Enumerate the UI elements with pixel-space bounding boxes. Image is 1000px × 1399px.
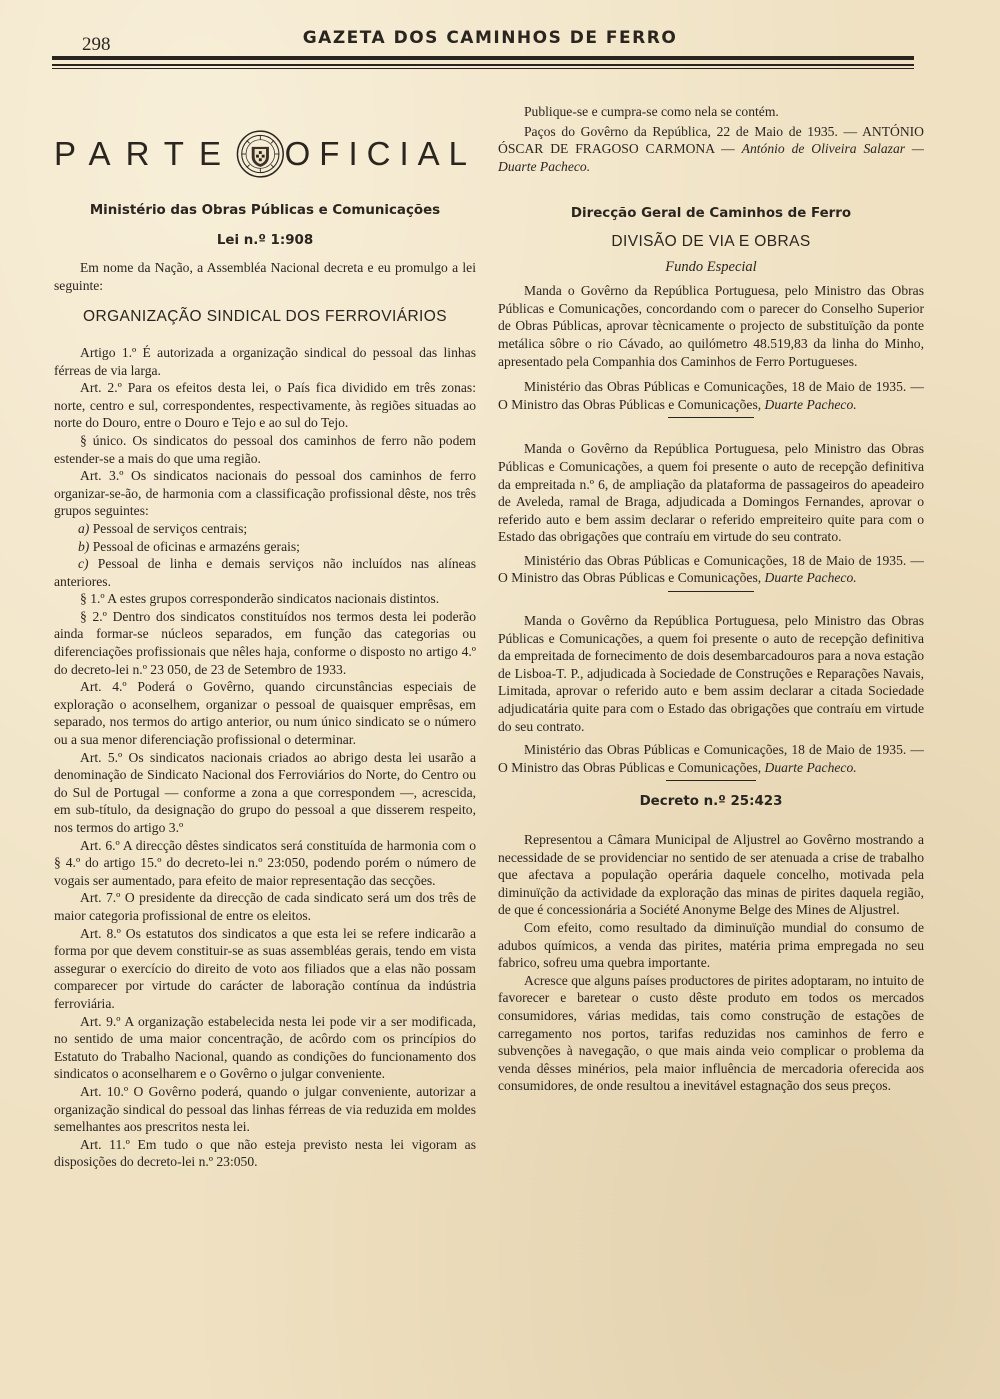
portuguese-coat-of-arms-icon	[236, 120, 285, 188]
law-title: Lei n.º 1:908	[216, 232, 314, 248]
article-paragraph: Art. 11.º Em tudo o que não esteja previsto nesta lei vigoram as disposições do decreto-lei n.º 23:050.	[54, 1136, 476, 1170]
article-paragraph: Art. 6.º A direcção dêstes sindicatos será constituída de harmonia com o § 4.º do artigo 15.º do decreto-lei n.º 23:050, podendo porém o número de vogais ser aumentado, para efeito de maior representação das secções.	[54, 837, 476, 888]
right-column	[498, 103, 924, 1095]
decree-title: Decreto n.º 25:423	[639, 794, 783, 810]
article-paragraph: Art. 8.º Os estatutos dos sindicatos a que esta lei se refere indicarão a forma por que devem constituir-se as suas assembléas gerais, tendo em vista assegurar o exercício do direito de voto aos filiados que a elas não possam comparecer por virtude do carácter de laboração contínua da indústria ferroviária.	[54, 925, 476, 1011]
article-paragraph: Artigo 1.º É autorizada a organização sindical do pessoal das linhas férreas de via larga.	[54, 344, 476, 378]
page-number: 298	[82, 34, 111, 55]
article-paragraph: Art. 10.º O Govêrno poderá, quando o julgar conveniente, autorizar a organização sindical do pessoal das linhas férreas de via reduzida em moldes semelhantes aos prescritos nesta lei.	[54, 1083, 476, 1135]
ministry-signature: Ministério das Obras Públicas e Comunicações, 18 de Maio de 1935. — O Ministro das Obras Públicas e Comunicações, Duarte Pacheco.	[498, 552, 924, 586]
header-rule-mid	[52, 64, 914, 66]
list-item: a) Pessoal de serviços centrais;	[78, 520, 248, 536]
article-paragraph: Art. 4.º Poderá o Govêrno, quando circunstâncias especiais de exploração o aconselhem, organizar o pessoal de quaisquer emprêsas, em separado, nos termos do artigo anterior, ou num único sindicato se o número ou a sua menor diferenciação profissional o determinar.	[54, 679, 476, 748]
order-paragraph: Manda o Govêrno da República Portuguesa, pelo Ministro das Obras Públicas e Comunicações, concordando com o parecer do Conselho Superior de Obras Públicas, aprovar tècnicamente o projecto de substituïção da ponte metálica sôbre o rio Cávado, ao quilómetro 48.519,83 da linha do Minho, apresentado pela Companhia dos Caminhos de Ferro Portugueses.	[498, 283, 924, 369]
parte-oficial-heading	[54, 118, 476, 190]
decree-paragraph: Acresce que alguns países productores de pirites adoptaram, no intuito de favorecer e baretear o custo dêste produto em todos os mercados consumidores, várias medidas, tais como construção de estações de carregamento nos portos, tarifas reduzidas nos caminhos de ferro e subvenções à navegação, o que mais ainda veio complicar o problema da venda dêsses minérios, pela maior influência de mercadoria oferecida aos consumidores, de onde resultou a inevitável estagnação dos seus preços.	[498, 972, 924, 1094]
ministry-signature: Ministério das Obras Públicas e Comunicações, 18 de Maio de 1935. — O Ministro das Obras Públicas e Comunicações, Duarte Pacheco.	[498, 379, 924, 412]
ministry-heading: Ministério das Obras Públicas e Comunicações	[89, 203, 441, 218]
list-item: c) Pessoal de linha e demais serviços não incluídos nas alíneas anteriores.	[54, 556, 476, 589]
article-paragraph: Art. 9.º A organização estabelecida nesta lei pode vir a ser modificada, no sentido de uma maior concentração, de acôrdo com os princípios do Estatuto do Trabalho Nacional, quando as condições do funcionamento dos sindicatos o aconselharem e o Govêrno o julgar conveniente.	[54, 1013, 476, 1082]
article-paragraph: Art. 5.º Os sindicatos nacionais criados ao abrigo desta lei usarão a denominação de Sindicato Nacional dos Ferroviários do Norte, do Centro ou do Sul de Portugal — conforme a zona a que correspondem —, acrescida, em sub-título, da designação do grupo do pessoal a que disserem respeito, nos termos do artigo 3.º	[54, 749, 476, 835]
article-paragraph: § 2.º Dentro dos sindicatos constituídos nos termos desta lei poderão ainda formar-se núcleos separados, em função das categorias ou diferenciações profissionais que nêles haja, conforme o disposto no artigo 4.º do decreto-lei n.º 23 050, de 23 de Setembro de 1933.	[54, 608, 476, 677]
left-column	[54, 104, 476, 1171]
law-intro: Em nome da Nação, a Assembléa Nacional decreta e eu promulgo a lei seguinte:	[54, 260, 476, 293]
directorate-heading: Direcção Geral de Caminhos de Ferro	[570, 206, 852, 222]
order-paragraph: Manda o Govêrno da República Portuguesa, pelo Ministro das Obras Públicas e Comunicações, a quem foi presente o auto de recepção definitiva da empreitada de fornecimento de dois desembarcadouros para a nova estação de Lisboa-T. P., adjudicada à Sociedade de Construções e Reparações Navais, Limitada, aprovar o referido auto e bem assim declarar a citada Sociedade adjudicatária quite para com o Estado das obrigações que contraíu em virtude do seu contrato.	[498, 613, 924, 734]
ministry-signature: Ministério das Obras Públicas e Comunicações, 18 de Maio de 1935. — O Ministro das Obras Públicas e Comunicações, Duarte Pacheco.	[498, 742, 924, 775]
fund-heading: Fundo Especial	[665, 258, 757, 275]
separator-rule	[666, 780, 756, 781]
article-paragraph: § 1.º A estes grupos corresponderão sindicatos nacionais distintos.	[80, 591, 440, 607]
order-paragraph: Manda o Govêrno da República Portuguesa, pelo Ministro das Obras Públicas e Comunicações, a quem foi presente o auto de recepção definitiva da empreitada n.º 6, de ampliação da plataforma de passageiros do apeadeiro de Aveleda, ramal de Braga, adjudicada a Domingos Fernandes, aprovar o referido auto e bem assim declarar o referido empreiteiro quite para com o Estado das obrigações que contraíu em virtude do seu contrato.	[498, 441, 924, 545]
oficial-word: OFICIAL	[284, 135, 476, 173]
article-paragraph: Art. 2.º Para os efeitos desta lei, o País fica dividido em três zonas: norte, centro e sul, correspondentes, respectivamente, às regiões situadas ao norte do Douro, entre o Douro e Tejo e ao sul do Tejo.	[54, 380, 476, 431]
header-rule-thick	[52, 56, 914, 60]
article-paragraph: § único. Os sindicatos do pessoal dos caminhos de ferro não podem estender-se a mais do que uma região.	[54, 432, 476, 466]
separator-rule	[668, 417, 754, 418]
publish-line: Publique-se e cumpra-se como nela se contém.	[524, 104, 779, 119]
law-subject: ORGANIZAÇÃO SINDICAL DOS FERROVIÁRIOS	[83, 308, 447, 326]
parte-word: PARTE	[54, 135, 236, 173]
decree-paragraph: Com efeito, como resultado da diminuïção mundial do consumo de adubos químicos, a venda das pirites, matéria prima empregada no seu fabrico, sofreu uma quebra importante.	[498, 919, 924, 971]
separator-rule	[668, 591, 754, 592]
article-paragraph: Art. 3.º Os sindicatos nacionais do pessoal dos caminhos de ferro organizar-se-ão, de harmonia com a classificação profissional dêste, nos três grupos seguintes:	[54, 468, 476, 519]
list-item: b) Pessoal de oficinas e armazéns gerais;	[78, 538, 300, 554]
division-heading: DIVISÃO DE VIA E OBRAS	[611, 232, 811, 250]
article-paragraph: Art. 7.º O presidente da direcção de cada sindicato será um dos três de maior categoria profissional de entre os eleitos.	[54, 890, 476, 923]
header-rule-thin	[52, 68, 914, 69]
signature-block: Paços do Govêrno da República, 22 de Maio de 1935. — ANTÓNIO ÓSCAR DE FRAGOSO CARMONA — António de Oliveira Salazar — Duarte Pacheco.	[498, 123, 924, 174]
decree-paragraph: Representou a Câmara Municipal de Aljustrel ao Govêrno mostrando a necessidade de se providenciar no sentido de ser atenuada a crise de trabalho que afectava a população operária daquele concelho, motivada pela diminuïção da actividade da exploração das minas de pirites daquela região, de que é concessionária a Société Anonyme Belge des Mines de Aljustrel.	[498, 832, 924, 918]
journal-title: GAZETA DOS CAMINHOS DE FERRO	[302, 28, 678, 48]
